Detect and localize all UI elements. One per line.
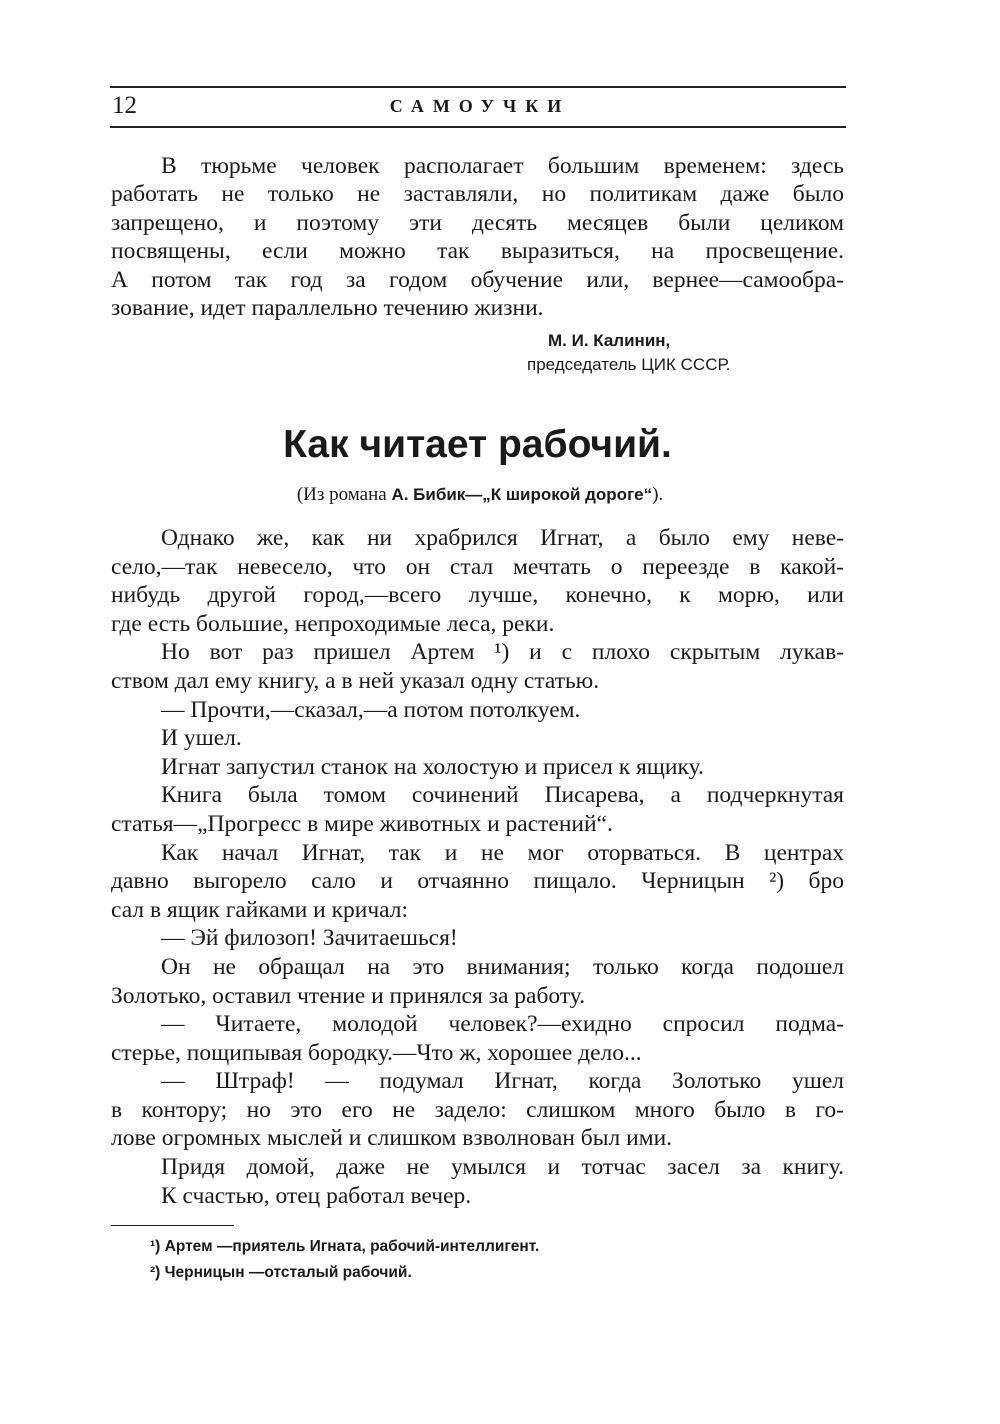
quote-author-role: председатель ЦИК СССР. [527, 355, 731, 374]
footnote-1: ¹) Артем —приятель Игната, рабочий-интеллигент. [150, 1238, 540, 1255]
body-line: Но вот раз пришел Артем ¹) и с плохо скрытым лукав- [161, 639, 844, 666]
article-body [111, 524, 844, 1210]
body-line: — Читаете, молодой человек?—ехидно спросил подма- [161, 1011, 844, 1038]
body-line: — Эй филозоп! Зачитаешься! [161, 925, 458, 952]
body-line: где есть большие, непроходимые леса, реки. [111, 610, 555, 637]
source-suffix: ). [652, 484, 664, 505]
article-title: Как читает рабочий. [283, 423, 672, 466]
body-line: Как начал Игнат, так и не мог оторваться. В центрах [161, 839, 844, 866]
body-line: статья—„Прогресс в мире животных и растений“. [111, 810, 613, 837]
article-source [0, 484, 960, 506]
footnote-2: ²) Черницын —отсталый рабочий. [150, 1264, 412, 1281]
header-top-rule [110, 86, 846, 88]
footnote-rule [111, 1225, 234, 1226]
body-line: ством дал ему книгу, а в ней указал одну статью. [111, 667, 600, 694]
quote-line: посвящены, если можно так выразиться, на просвещение. [111, 238, 844, 265]
page-number: 12 [112, 92, 137, 119]
body-line: — Прочти,—сказал,—а потом потолкуем. [161, 696, 581, 723]
body-line: Золотько, оставил чтение и принялся за работу. [111, 982, 586, 1009]
epigraph-quote [111, 152, 844, 322]
header-bottom-rule [110, 126, 846, 128]
body-line: И ушел. [161, 725, 242, 752]
quote-line: В тюрьме человек располагает большим временем: здесь [161, 153, 844, 179]
body-line: Игнат запустил станок на холостую и присел к ящику. [161, 753, 704, 780]
body-line: Однако же, как ни храбрился Игнат, а было ему неве- [161, 525, 844, 551]
body-line: нибудь другой город,—всего лучше, конечно, к морю, или [111, 582, 844, 609]
source-author: А. Бибик—„К широкой дороге“ [391, 485, 653, 504]
quote-line: А потом так год за годом обучение или, вернее—самообра- [111, 266, 844, 293]
body-line: К счастью, отец работал вечер. [161, 1182, 472, 1209]
body-line: лове огромных мыслей и слишком взволнован был ими. [111, 1125, 673, 1152]
body-line: давно выгорело сало и отчаянно пищало. Черницын ²) бро [111, 868, 844, 895]
body-line: Книга была томом сочинений Писарева, а подчеркнутая [161, 782, 844, 809]
body-line: сал в ящик гайками и кричал: [111, 896, 409, 923]
body-line: Придя домой, даже не умылся и тотчас засел за книгу. [161, 1154, 844, 1181]
quote-line: работать не только не заставляли, но политикам даже было [111, 181, 844, 208]
quote-line: запрещено, и поэтому эти десять месяцев были целиком [111, 209, 844, 236]
quote-line: зование, идет параллельно течению жизни. [111, 295, 544, 322]
quote-author: М. И. Калинин, [548, 331, 671, 350]
body-line: Он не обращал на это внимания; только когда подошел [161, 953, 844, 980]
running-title: САМОУЧКИ [389, 96, 571, 116]
body-line: — Штраф! — подумал Игнат, когда Золотько ушел [161, 1068, 844, 1095]
body-line: в контору; но это его не задело: слишком много было в го- [111, 1096, 844, 1123]
body-line: село,—так невесело, что он стал мечтать о переезде в какой- [111, 553, 844, 580]
source-prefix: (Из романа [296, 484, 387, 505]
body-line: стерье, пощипывая бородку.—Что ж, хорошее дело... [111, 1039, 642, 1066]
